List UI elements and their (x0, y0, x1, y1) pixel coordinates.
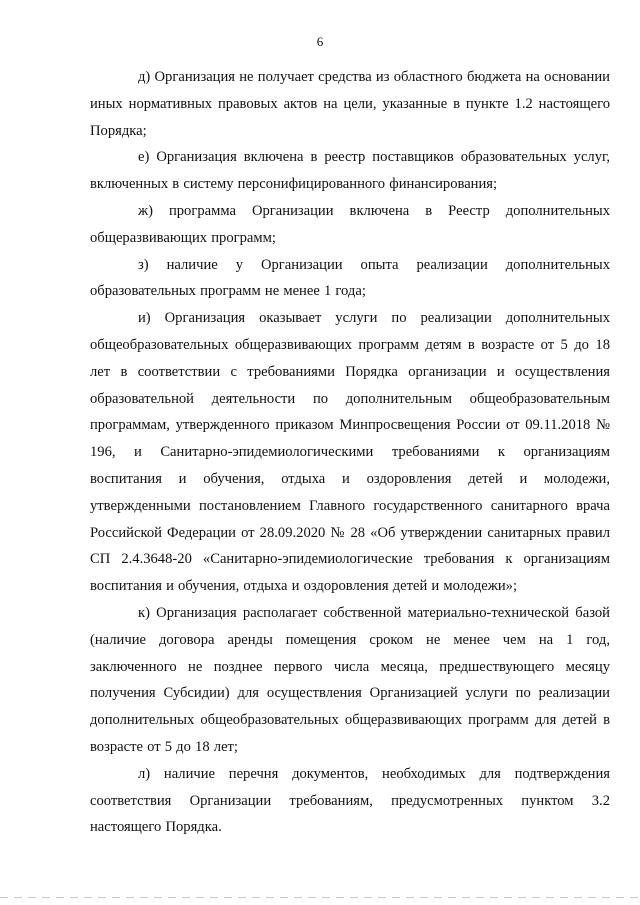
scan-edge-line (0, 897, 640, 898)
page-number: 6 (316, 34, 324, 49)
paragraph-k: к) Организация располагает собственной материально-технической базой (наличие договора аренды помещения сроком не менее чем на 1 год, заключенного не позднее первого числа месяца, предшествующего месяцу получения Субсидии) для осуществления Организацией услуги по реализации дополнительных общеобразовательных общеразвивающих программ для детей в возрасте от 5 до 18 лет; (90, 604, 610, 755)
paragraph-l: л) наличие перечня документов, необходимых для подтверждения соответствия Организации требованиям, предусмотренных пунктом 3.2 настоящего Порядка. (90, 765, 610, 836)
paragraph-e: е) Организация включена в реестр поставщиков образовательных услуг, включенных в систему персонифицированного финансирования; (90, 149, 610, 193)
paragraph-d: д) Организация не получает средства из областного бюджета на основании иных нормативных правовых актов на цели, указанные в пункте 1.2 настоящего Порядка; (90, 69, 610, 139)
paragraph-zh: ж) программа Организации включена в Реестр дополнительных общеразвивающих программ; (90, 202, 610, 246)
paragraph-i: и) Организация оказывает услуги по реализации дополнительных общеобразовательных общеразвивающих программ детям в возрасте от 5 до 18 лет в соответствии с требованиями Порядка организации и осуществления образовательной деятельности по дополнительным общеобразовательным программам, утвержденного приказом Минпросвещения России от 09.11.2018 № 196, и Санитарно-эпидемиологическими требованиями к организациям воспитания и обучения, отдыха и оздоровления детей и молодежи, утвержденными постановлением Главного государственного санитарного врача Российской Федерации от 28.09.2020 № 28 «Об утверждении санитарных правил СП 2.4.3648-20 «Санитарно-эпидемиологические требования к организациям воспитания и обучения, отдыха и оздоровления детей и молодежи»; (90, 310, 610, 595)
document-body (90, 64, 610, 841)
paragraph-z: з) наличие у Организации опыта реализации дополнительных образовательных программ не менее 1 года; (90, 256, 610, 300)
